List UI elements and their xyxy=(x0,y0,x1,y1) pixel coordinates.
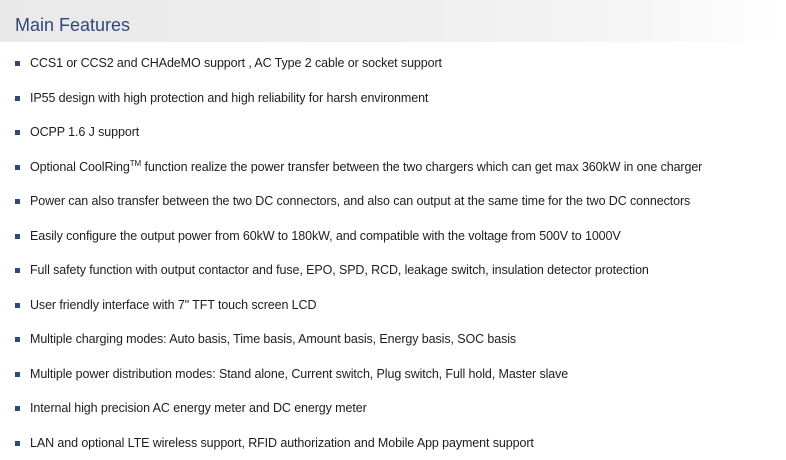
feature-item xyxy=(0,219,786,254)
feature-text: LAN and optional LTE wireless support, RFID authorization and Mobile App payment support xyxy=(30,435,534,450)
feature-text: Full safety function with output contactor and fuse, EPO, SPD, RCD, leakage switch, insulation detector protection xyxy=(30,263,649,278)
square-bullet-icon xyxy=(15,372,20,377)
square-bullet-icon xyxy=(15,130,20,135)
square-bullet-icon xyxy=(15,406,20,411)
feature-text: CCS1 or CCS2 and CHAdeMO support , AC Type 2 cable or socket support xyxy=(30,56,442,71)
feature-item xyxy=(0,81,786,116)
feature-text: User friendly interface with 7" TFT touch screen LCD xyxy=(30,297,317,312)
square-bullet-icon xyxy=(15,234,20,239)
feature-item xyxy=(0,46,786,81)
square-bullet-icon xyxy=(15,337,20,342)
page-title: Main Features xyxy=(15,15,131,35)
feature-text: Multiple charging modes: Auto basis, Time basis, Amount basis, Energy basis, SOC basis xyxy=(30,332,517,347)
square-bullet-icon xyxy=(15,441,20,446)
feature-text-before: Optional CoolRing xyxy=(30,159,130,174)
feature-item xyxy=(0,253,786,288)
feature-list xyxy=(0,46,786,460)
feature-item xyxy=(0,288,786,323)
feature-item xyxy=(0,150,786,185)
feature-text: Easily configure the output power from 60kW to 180kW, and compatible with the voltage from 500V to 1000V xyxy=(30,228,621,243)
square-bullet-icon xyxy=(15,199,20,204)
square-bullet-icon xyxy=(15,268,20,273)
square-bullet-icon xyxy=(15,303,20,308)
feature-text xyxy=(30,160,702,174)
feature-item xyxy=(0,426,786,460)
square-bullet-icon xyxy=(15,96,20,101)
square-bullet-icon xyxy=(15,165,20,170)
feature-item xyxy=(0,322,786,357)
feature-text-after: function realize the power transfer between the two chargers which can get max 360kW in one charger xyxy=(141,159,703,174)
feature-text: Power can also transfer between the two DC connectors, and also can output at the same time for the two DC connectors xyxy=(30,194,691,209)
feature-text: Internal high precision AC energy meter and DC energy meter xyxy=(30,401,367,416)
trademark-superscript: TM xyxy=(129,158,142,168)
feature-text: OCPP 1.6 J support xyxy=(30,125,140,140)
feature-text: IP55 design with high protection and high reliability for harsh environment xyxy=(30,90,429,105)
feature-text: Multiple power distribution modes: Stand alone, Current switch, Plug switch, Full hold, Master slave xyxy=(30,366,569,381)
feature-item xyxy=(0,357,786,392)
feature-item xyxy=(0,391,786,426)
square-bullet-icon xyxy=(15,61,20,66)
feature-item xyxy=(0,115,786,150)
feature-item xyxy=(0,184,786,219)
